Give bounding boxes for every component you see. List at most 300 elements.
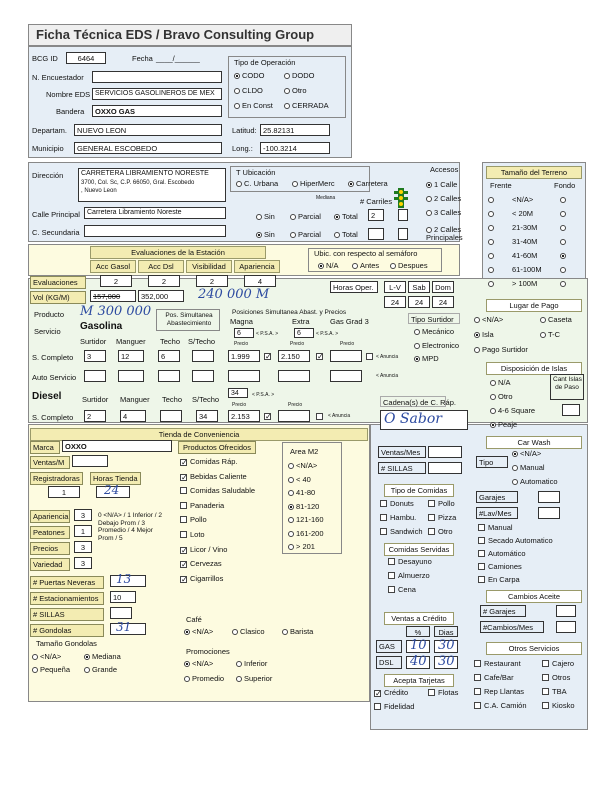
extra-anuncia-checkbox[interactable]: ✓ bbox=[317, 352, 324, 361]
terreno-fondo-3[interactable] bbox=[560, 238, 568, 246]
terreno-fondo-radio-6-icon bbox=[560, 281, 566, 287]
longitud-field[interactable]: -100.3214 bbox=[260, 142, 330, 154]
cafe-label: Café bbox=[186, 615, 202, 624]
terreno-frente-1[interactable] bbox=[488, 210, 496, 218]
gas-stecho-label: S/Techo bbox=[188, 337, 216, 346]
latitud-field[interactable]: 25.82131 bbox=[260, 124, 330, 136]
auto-manguer-field[interactable] bbox=[118, 370, 144, 382]
opt-tam-grande[interactable]: Grande bbox=[84, 666, 117, 674]
opt-caseta[interactable]: Caseta bbox=[540, 316, 572, 324]
producto-item-2[interactable]: Comidas Saludable bbox=[180, 487, 255, 495]
opt-peaje[interactable]: Peaje bbox=[490, 421, 517, 429]
fidelidad-checkbox bbox=[374, 703, 381, 710]
opt-cw-manual[interactable]: Manual bbox=[512, 464, 545, 472]
horas-sab-field[interactable]: 24 bbox=[408, 296, 430, 308]
anuncia-label-1: < Anuncia bbox=[376, 354, 399, 360]
encuestador-field[interactable] bbox=[92, 71, 222, 83]
direccion-line-1: CARRETERA LIBRAMIENTO NORESTE bbox=[81, 170, 209, 177]
area-opt-6[interactable]: > 201 bbox=[288, 543, 315, 551]
eval-apariencia[interactable]: 4 bbox=[244, 275, 276, 287]
precio-label-1: Precio bbox=[234, 341, 249, 347]
auto-precio-1[interactable] bbox=[228, 370, 260, 382]
carwash-check-0[interactable]: Manual bbox=[478, 524, 513, 532]
producto-item-8[interactable]: ✓ Cigarrillos bbox=[181, 573, 224, 584]
cw-lav-mes-field[interactable] bbox=[538, 507, 560, 519]
radio-tam-grande-icon bbox=[84, 667, 90, 673]
vc-gas-dias-handwritten: 30 bbox=[438, 638, 455, 653]
terreno-label-1: < 20M bbox=[512, 209, 534, 218]
otro-6-checkbox bbox=[474, 702, 481, 709]
escala-text: 0 <N/A> / 1 Inferior / 2 Debajo Prom / 3 Promedio / 4 Mejor Prom / 5 bbox=[98, 512, 162, 542]
carwash-0-checkbox bbox=[478, 524, 485, 531]
terreno-fondo-5[interactable] bbox=[560, 266, 568, 274]
dsl-stecho-field[interactable]: 34 bbox=[196, 410, 218, 422]
gas-stecho-field[interactable] bbox=[192, 350, 214, 362]
ventas-mes-field[interactable] bbox=[428, 446, 462, 458]
auto-precio-3[interactable] bbox=[330, 370, 362, 382]
opt-promo-promedio[interactable]: Promedio bbox=[184, 675, 224, 683]
opt-tam-pequena[interactable]: Pequeña bbox=[32, 666, 70, 674]
producto-item-4[interactable]: Pollo bbox=[180, 516, 207, 524]
bandera-field[interactable]: OXXO GAS bbox=[92, 105, 222, 117]
calle-principal-field[interactable]: Carretera Libramiento Noreste bbox=[84, 207, 226, 219]
flotas-checkbox bbox=[428, 689, 435, 696]
dsl-manguer-label: Manguer bbox=[120, 395, 150, 404]
precio-grad3-field[interactable] bbox=[330, 350, 362, 362]
precio-extra-field[interactable]: 2.150 bbox=[278, 350, 310, 362]
dsl-anuncia-2-checkbox[interactable] bbox=[316, 413, 323, 420]
grad3-label: Gas Grad 3 bbox=[330, 317, 369, 326]
opt-1-calle[interactable]: 1 Calle bbox=[426, 181, 457, 189]
vol-field-2[interactable]: 352,000 bbox=[138, 290, 184, 302]
radio-3-calles-icon bbox=[426, 210, 432, 216]
horas-dom-field[interactable]: 24 bbox=[432, 296, 454, 308]
producto-item-5[interactable]: Loto bbox=[180, 531, 205, 539]
departam-field[interactable]: NUEVO LEON bbox=[74, 124, 222, 136]
producto-label: Producto bbox=[34, 310, 65, 319]
opt-cldo[interactable]: CLDO bbox=[234, 87, 263, 95]
cant-islas-label: Cant Islas de Paso bbox=[550, 374, 584, 400]
auto-surtidor-field[interactable] bbox=[84, 370, 106, 382]
terreno-fondo-radio-0-icon bbox=[560, 197, 566, 203]
cadena-header: Cadena(s) de C. Ráp. bbox=[380, 396, 446, 407]
auto-servicio-label: Auto Servicio bbox=[32, 373, 77, 382]
carriles-field-2[interactable] bbox=[398, 209, 408, 221]
otro-servicio-7[interactable]: Kiosko bbox=[542, 702, 575, 710]
bcg-id-label: BCG ID bbox=[32, 54, 58, 63]
radio-promo-superior-icon bbox=[236, 676, 242, 682]
cambios-aceite-header: Cambios Aceite bbox=[486, 590, 582, 603]
otros-servicios-header: Otros Servicios bbox=[486, 642, 582, 655]
pos-magna-field[interactable]: 6 bbox=[234, 328, 254, 338]
opt-total-1[interactable]: Total bbox=[334, 213, 358, 221]
cant-islas-field[interactable] bbox=[562, 404, 580, 416]
opt-cw-na[interactable]: <N/A> bbox=[512, 450, 541, 458]
otro-servicio-3[interactable]: Otros bbox=[542, 674, 570, 682]
pos-sim2-label: Posiciones Simultanea Abast. y Precios bbox=[232, 309, 347, 316]
auto-precio-2[interactable] bbox=[278, 370, 310, 382]
radio-cw-automatico-icon bbox=[512, 479, 518, 485]
terreno-frente-0[interactable] bbox=[488, 196, 496, 204]
opt-codo[interactable]: CODO bbox=[234, 72, 265, 80]
opt-cw-automatico[interactable]: Automatico bbox=[512, 478, 558, 486]
marca-field[interactable]: OXXO bbox=[62, 440, 172, 452]
area-opt-3[interactable]: 81-120 bbox=[288, 503, 319, 511]
opt-dodo[interactable]: DODO bbox=[284, 72, 315, 80]
area-opt-4[interactable]: 121-160 bbox=[288, 516, 324, 524]
registradoras-field[interactable]: 1 bbox=[48, 486, 80, 498]
comida-5-checkbox bbox=[428, 528, 435, 535]
gas-manguer-field[interactable]: 12 bbox=[118, 350, 144, 362]
dsl-anuncia-checkbox[interactable]: ✓ bbox=[265, 412, 272, 421]
comida-tipo-0[interactable]: Donuts bbox=[380, 500, 414, 508]
terreno-fondo-0[interactable] bbox=[560, 196, 568, 204]
bcg-id-field[interactable]: 6464 bbox=[66, 52, 106, 64]
ca-cambios-mes-label: #Cambios/Mes bbox=[480, 621, 544, 633]
evaluaciones-header: Evaluaciones de la Estación bbox=[90, 246, 266, 259]
radio-total-2-icon bbox=[334, 232, 340, 238]
horas-lv-field[interactable]: 24 bbox=[384, 296, 406, 308]
area-radio-3-icon bbox=[288, 504, 294, 510]
opt-4-6-square[interactable]: 4-6 Square bbox=[490, 407, 535, 415]
comida-tipo-2[interactable]: Hambu. bbox=[380, 514, 416, 522]
otro-0-checkbox bbox=[474, 660, 481, 667]
producto-2-checkbox bbox=[180, 487, 187, 494]
area-opt-0[interactable]: <N/A> bbox=[288, 462, 317, 470]
radio-peaje-icon bbox=[490, 422, 496, 428]
opt-sin-2[interactable]: Sin bbox=[256, 231, 275, 239]
terreno-fondo-4[interactable] bbox=[560, 252, 568, 260]
radio-sin-icon bbox=[256, 214, 262, 220]
dsl-techo-field[interactable] bbox=[160, 410, 182, 422]
ventas-m-field[interactable] bbox=[72, 455, 108, 467]
tarjeta-fidelidad[interactable]: Fidelidad bbox=[374, 703, 414, 711]
opt-tam-na[interactable]: <N/A> bbox=[32, 653, 61, 661]
radio-islas-otro-icon bbox=[490, 394, 496, 400]
opt-promo-superior[interactable]: Superior bbox=[236, 675, 272, 683]
otro-servicio-2[interactable]: Cafe/Bar bbox=[474, 674, 514, 682]
opt-total-2[interactable]: Total bbox=[334, 231, 358, 239]
dsl-surtidor-field[interactable]: 2 bbox=[84, 410, 106, 422]
vol-label: Vol (KG/M) bbox=[30, 291, 86, 304]
otro-servicio-1[interactable]: Cajero bbox=[542, 660, 574, 668]
dsl-pos-field[interactable]: 34 bbox=[228, 388, 248, 398]
puertas-label: # Puertas Neveras bbox=[30, 576, 104, 589]
dsl-precio-2-field[interactable] bbox=[278, 410, 310, 422]
opt-c-urbana[interactable]: C. Urbana bbox=[236, 180, 278, 188]
gas-surtidor-label: Surtidor bbox=[80, 337, 107, 346]
otro-servicio-5[interactable]: TBA bbox=[542, 688, 567, 696]
pos-extra-field[interactable]: 6 bbox=[294, 328, 314, 338]
cw-garajes-field[interactable] bbox=[538, 491, 560, 503]
terreno-frente-radio-1-icon bbox=[488, 211, 494, 217]
opt-sin-1[interactable]: Sin bbox=[256, 213, 275, 221]
opt-sem-na[interactable]: N/A bbox=[318, 262, 339, 270]
gondolas-handwritten: 31 bbox=[116, 620, 132, 634]
cadena-sillas-label: # SILLAS bbox=[378, 462, 426, 474]
producto-item-0[interactable]: ✓ Comidas Ráp. bbox=[181, 457, 238, 467]
opt-3-calles[interactable]: 3 Calles bbox=[426, 209, 461, 217]
opt-otro[interactable]: Otro bbox=[284, 87, 307, 95]
producto-item-1[interactable]: ✓ Bebidas Caliente bbox=[181, 471, 247, 482]
carwash-check-1[interactable]: Secado Automatico bbox=[478, 537, 553, 545]
terreno-label-4: 41-60M bbox=[512, 251, 538, 260]
area-title: Area M2 bbox=[290, 447, 319, 456]
page-title: Ficha Técnica EDS / Bravo Consulting Group bbox=[36, 27, 315, 42]
radio-mpd-icon bbox=[414, 356, 420, 362]
opt-t-c[interactable]: T-C bbox=[540, 331, 560, 339]
estacionamientos-field[interactable]: 10 bbox=[110, 591, 136, 603]
auto-stecho-field[interactable] bbox=[192, 370, 214, 382]
precio-label-4: Precio bbox=[232, 402, 247, 408]
opt-parcial-1[interactable]: Parcial bbox=[290, 213, 321, 221]
opt-cafe-barista[interactable]: Barista bbox=[282, 628, 313, 636]
dsl-surtidor-label: Surtidor bbox=[82, 395, 109, 404]
carriles-field[interactable]: 2 bbox=[368, 209, 384, 221]
radio-carretera-icon bbox=[348, 181, 354, 187]
variedad-field[interactable]: 3 bbox=[74, 557, 92, 569]
acepta-tarjetas-header: Acepta Tarjetas bbox=[384, 674, 454, 687]
tarjeta-flotas[interactable]: Flotas bbox=[428, 689, 458, 697]
opt-pago-surtidor[interactable]: Pago Surtidor bbox=[474, 346, 528, 354]
radio-cw-na-icon bbox=[512, 451, 518, 457]
radio-promo-inferior-icon bbox=[236, 661, 242, 667]
opt-carretera[interactable]: Carretera bbox=[348, 180, 388, 188]
departam-label: Departam. bbox=[32, 126, 68, 135]
terreno-label-2: 21-30M bbox=[512, 223, 538, 232]
nombre-field[interactable]: SERVICIOS GASOLINEROS DE MEX bbox=[92, 88, 222, 100]
municipio-label: Municipio bbox=[32, 144, 64, 153]
producto-item-6[interactable]: ✓ Licor / Vino bbox=[181, 544, 228, 555]
vc-pct-label: % bbox=[406, 626, 430, 637]
carwash-check-4[interactable]: En Carpa bbox=[478, 576, 520, 584]
otro-servicio-6[interactable]: C.A. Camión bbox=[474, 702, 527, 710]
comida-servida-2[interactable]: Cena bbox=[388, 586, 416, 594]
radio-codo-icon bbox=[234, 73, 240, 79]
latitud-label: Latitud: bbox=[232, 126, 257, 135]
otro-4-checkbox bbox=[474, 688, 481, 695]
dsl-manguer-field[interactable]: 4 bbox=[120, 410, 146, 422]
peatones-field[interactable]: 1 bbox=[74, 525, 92, 537]
apariencia-field[interactable]: 3 bbox=[74, 509, 92, 521]
opt-promo-inferior[interactable]: Inferior bbox=[236, 660, 267, 668]
ca-garajes-label: # Garajes bbox=[480, 605, 526, 617]
producto-7-checkbox: ✓ bbox=[181, 560, 188, 570]
fecha-label: Fecha bbox=[132, 54, 153, 63]
radio-pago-na-icon bbox=[474, 317, 480, 323]
opt-isla[interactable]: Isla bbox=[474, 331, 494, 339]
grad3-anuncia-checkbox[interactable] bbox=[366, 353, 373, 360]
radio-tc-icon bbox=[540, 332, 546, 338]
diesel-title: Diesel bbox=[32, 391, 62, 402]
precio-label-5: Precio bbox=[288, 402, 303, 408]
otro-servicio-4[interactable]: Rep Llantas bbox=[474, 688, 524, 696]
terreno-frente-6[interactable] bbox=[488, 280, 496, 288]
opt-mpd[interactable]: MPD bbox=[414, 355, 439, 363]
terreno-frente-2[interactable] bbox=[488, 224, 496, 232]
gas-surtidor-field[interactable]: 3 bbox=[84, 350, 106, 362]
horas-oper-label: Horas Oper. bbox=[330, 281, 378, 293]
precio-label-2: Precio bbox=[290, 341, 305, 347]
terreno-frente-radio-3-icon bbox=[488, 239, 494, 245]
opt-2-calles-principales[interactable]: 2 Calles Principales bbox=[426, 225, 463, 242]
opt-pago-na[interactable]: <N/A> bbox=[474, 316, 503, 324]
horas-sab-label: Sab bbox=[408, 281, 430, 293]
municipio-field[interactable]: GENERAL ESCOBEDO bbox=[74, 142, 222, 154]
ca-cambios-mes-field[interactable] bbox=[556, 621, 576, 633]
opt-parcial-2[interactable]: Parcial bbox=[290, 231, 321, 239]
otro-servicio-0[interactable]: Restaurant bbox=[474, 660, 521, 668]
comida-tipo-3[interactable]: Pizza bbox=[428, 514, 456, 522]
radio-hipermerc-icon bbox=[292, 181, 298, 187]
radio-parcial-2-icon bbox=[290, 232, 296, 238]
opt-tam-mediana[interactable]: Mediana bbox=[84, 653, 121, 661]
opt-sem-antes[interactable]: Antes bbox=[352, 262, 379, 270]
productos-header: Productos Ofrecidos bbox=[178, 441, 256, 454]
radio-sem-antes-icon bbox=[352, 263, 358, 269]
opt-islas-na[interactable]: N/A bbox=[490, 379, 511, 387]
sillas-field[interactable] bbox=[110, 607, 132, 619]
area-opt-5[interactable]: 161-200 bbox=[288, 530, 324, 538]
carwash-check-3[interactable]: Camiones bbox=[478, 563, 522, 571]
opt-2-calles[interactable]: 2 Calles bbox=[426, 195, 461, 203]
opt-mecanico[interactable]: Mecánico bbox=[414, 328, 454, 336]
opt-electronico[interactable]: Electronico bbox=[414, 342, 459, 350]
radio-total-icon bbox=[334, 214, 340, 220]
area-opt-1[interactable]: < 40 bbox=[288, 476, 311, 484]
carwash-header: Car Wash bbox=[486, 436, 582, 449]
producto-0-checkbox: ✓ bbox=[181, 458, 188, 467]
radio-cw-manual-icon bbox=[512, 465, 518, 471]
opt-islas-otro[interactable]: Otro bbox=[490, 393, 513, 401]
comida-4-checkbox bbox=[380, 528, 387, 535]
terreno-fondo-radio-4-icon bbox=[560, 253, 566, 259]
dsl-precio-field[interactable]: 2.153 bbox=[228, 410, 260, 422]
producto-3-checkbox bbox=[180, 502, 187, 509]
otro-5-checkbox bbox=[542, 688, 549, 695]
islas-header: Disposición de Islas bbox=[486, 362, 582, 375]
carriles-field-3[interactable] bbox=[368, 228, 384, 240]
comida-tipo-5[interactable]: Otro bbox=[428, 528, 453, 536]
producto-item-3[interactable]: Panaderia bbox=[180, 502, 224, 510]
otro-3-checkbox bbox=[542, 674, 549, 681]
carwash-4-checkbox bbox=[478, 576, 485, 583]
radio-promo-na-icon bbox=[184, 661, 190, 667]
radio-cerrada-icon bbox=[284, 103, 290, 109]
anuncia-label-2: < Anuncia bbox=[376, 373, 399, 379]
col-acc-dsl: Acc Dsl bbox=[138, 260, 184, 273]
accesos-title: Accesos bbox=[430, 165, 459, 174]
carwash-1-checkbox bbox=[478, 537, 485, 544]
radio-caseta-icon bbox=[540, 317, 546, 323]
carwash-check-2[interactable]: Automático bbox=[478, 550, 526, 558]
psa-label-2: < P.S.A. > bbox=[316, 331, 339, 337]
radio-1-calle-icon bbox=[426, 182, 432, 188]
opt-en-const[interactable]: En Const bbox=[234, 102, 273, 110]
opt-cafe-na[interactable]: <N/A> bbox=[184, 628, 213, 636]
longitud-label: Long.: bbox=[232, 144, 253, 153]
ventas-credito-header: Ventas a Crédito bbox=[384, 612, 454, 625]
opt-hipermerc[interactable]: HiperMerc bbox=[292, 180, 335, 188]
comida-servida-1[interactable]: Almuerzo bbox=[388, 572, 430, 580]
opt-sem-despues[interactable]: Despues bbox=[390, 262, 428, 270]
tamano-gondolas-label: Tamaño Gondolas bbox=[36, 639, 97, 648]
gas-techo-field[interactable]: 6 bbox=[158, 350, 180, 362]
eval-visibilidad[interactable]: 2 bbox=[196, 275, 228, 287]
radio-urbana-icon bbox=[236, 181, 242, 187]
fecha-value[interactable]: ____/______ bbox=[156, 54, 200, 63]
servida-0-checkbox bbox=[388, 558, 395, 565]
direccion-line-2: 3700, Col. Sc, C.P. 66050, Gral. Escobedo bbox=[81, 179, 195, 186]
radio-sem-na-icon bbox=[318, 263, 324, 269]
radio-pago-surtidor-icon bbox=[474, 347, 480, 353]
producto-item-7[interactable]: ✓ Cervezas bbox=[181, 559, 222, 570]
terreno-frente-radio-6-icon bbox=[488, 281, 494, 287]
carriles-label: # Carriles bbox=[360, 197, 393, 206]
magna-anuncia-checkbox[interactable]: ✓ bbox=[265, 352, 272, 361]
terreno-fondo-2[interactable] bbox=[560, 224, 568, 232]
cadena-handwritten: O Sabor bbox=[384, 411, 442, 427]
radio-tam-na-icon bbox=[32, 654, 38, 660]
horas-dom-label: Dom bbox=[432, 281, 454, 293]
terreno-frente-4[interactable] bbox=[488, 252, 496, 260]
comida-0-checkbox bbox=[380, 500, 387, 507]
carriles-field-4[interactable] bbox=[398, 228, 408, 240]
vc-dias-label: Dias bbox=[434, 626, 458, 637]
area-opt-2[interactable]: 41-80 bbox=[288, 489, 315, 497]
terreno-frente-radio-5-icon bbox=[488, 267, 494, 273]
eval-acc-dsl[interactable]: 2 bbox=[148, 275, 180, 287]
terreno-frente-5[interactable] bbox=[488, 266, 496, 274]
vc-gas-pct-handwritten: 10 bbox=[410, 638, 427, 653]
producto-6-checkbox: ✓ bbox=[181, 545, 188, 555]
comidas-servidas-header: Comidas Servidas bbox=[384, 543, 454, 556]
eval-acc-gasol[interactable]: 2 bbox=[100, 275, 132, 287]
terreno-fondo-6[interactable] bbox=[560, 280, 568, 288]
radio-isla-icon bbox=[474, 332, 480, 338]
direccion-field[interactable] bbox=[78, 168, 226, 202]
vol-field-1[interactable]: 157,000 bbox=[90, 290, 136, 302]
terreno-frente-3[interactable] bbox=[488, 238, 496, 246]
terreno-fondo-radio-1-icon bbox=[560, 211, 566, 217]
comida-2-checkbox bbox=[380, 514, 387, 521]
tarjeta-credito[interactable]: ✓ Crédito bbox=[375, 688, 409, 698]
opt-cerrada[interactable]: CERRADA bbox=[284, 102, 329, 110]
evaluaciones-label: Evaluaciones bbox=[30, 276, 86, 289]
area-radio-2-icon bbox=[288, 490, 294, 496]
ca-garajes-field[interactable] bbox=[556, 605, 576, 617]
traffic-light-icon bbox=[394, 188, 408, 208]
opt-promo-na[interactable]: <N/A> bbox=[184, 660, 213, 668]
precios-field[interactable]: 3 bbox=[74, 541, 92, 553]
opt-cafe-clasico[interactable]: Clasico bbox=[232, 628, 265, 636]
producto-handwritten: M 300 000 bbox=[80, 304, 152, 319]
secundaria-field[interactable] bbox=[84, 225, 226, 237]
comida-servida-0[interactable]: Desayuno bbox=[388, 558, 432, 566]
producto-5-checkbox bbox=[180, 531, 187, 538]
comida-tipo-1[interactable]: Pollo bbox=[428, 500, 455, 508]
terreno-fondo-1[interactable] bbox=[560, 210, 568, 218]
auto-techo-field[interactable] bbox=[158, 370, 180, 382]
radio-cafe-barista-icon bbox=[282, 629, 288, 635]
radio-mecanico-icon bbox=[414, 329, 420, 335]
comida-tipo-4[interactable]: Sandwich bbox=[380, 528, 423, 536]
bandera-label: Bandera bbox=[56, 107, 85, 116]
cadena-sillas-field[interactable] bbox=[428, 462, 462, 474]
vol-handwritten: 240 000 M bbox=[198, 287, 270, 302]
precio-magna-field[interactable]: 1.999 bbox=[228, 350, 260, 362]
marca-label: Marca bbox=[30, 441, 60, 454]
